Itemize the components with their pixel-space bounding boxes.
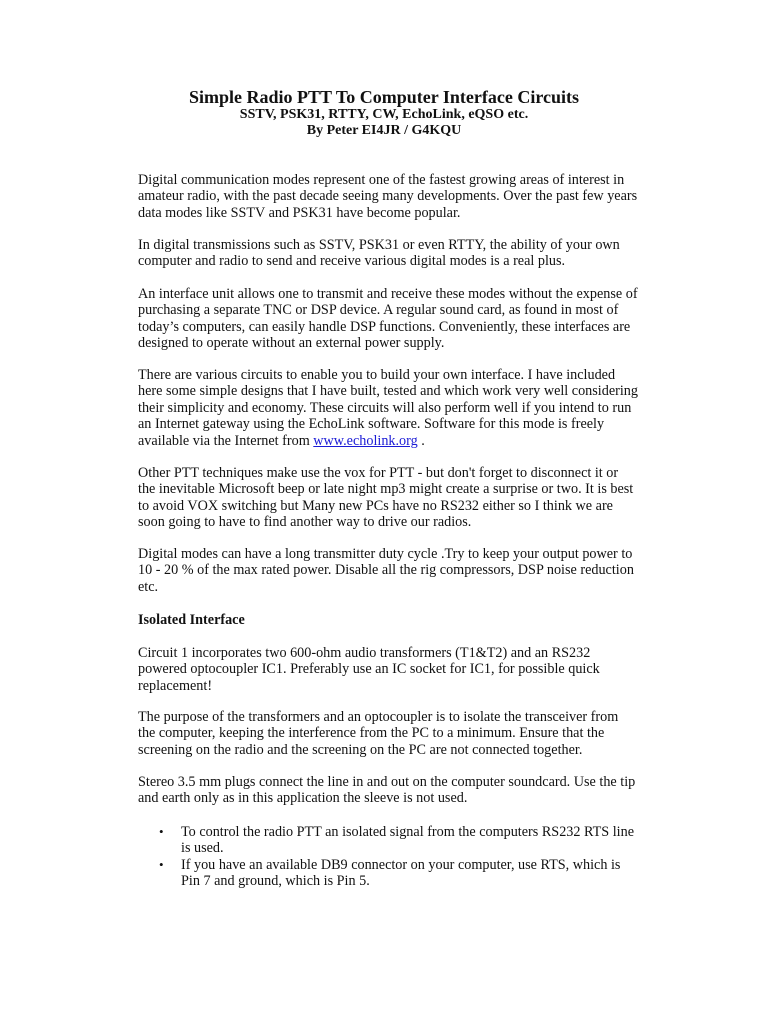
paragraph-transformers-purpose: The purpose of the transformers and an optocoupler is to isolate the transceiver from the computer, keeping the interference from the PC to a minimum. Ensure that the screening on the radio and the screening on the PC are not connected together. <box>138 709 619 758</box>
list-item <box>138 824 638 857</box>
list-item <box>138 857 638 890</box>
link-suffix: . <box>417 432 425 449</box>
document-subtitle: SSTV, PSK31, RTTY, CW, EchoLink, eQSO etc. <box>239 107 529 122</box>
list-item-text: If you have an available DB9 connector on your computer, use RTS, which is Pin 7 and ground, which is Pin 5. <box>181 856 621 890</box>
paragraph-duty-cycle: Digital modes can have a long transmitter duty cycle .Try to keep your output power to 10 - 20 % of the max rated power. Disable all the rig compressors, DSP noise reduction etc. <box>138 546 634 595</box>
paragraph-intro: Digital communication modes represent one of the fastest growing areas of interest in amateur radio, with the past decade seeing many developments. Over the past few years data modes like SSTV and PSK31 have become popular. <box>138 172 638 221</box>
document-author: By Peter EI4JR / G4KQU <box>306 123 462 138</box>
document-title: Simple Radio PTT To Computer Interface Circuits <box>188 87 579 107</box>
paragraph-various-circuits <box>138 367 638 449</box>
section-heading-isolated-interface: Isolated Interface <box>138 612 245 628</box>
paragraph-interface-unit: An interface unit allows one to transmit and receive these modes without the expense of purchasing a separate TNC or DSP device. A regular sound card, as found in most of today’s computers, can easily handle DSP functions. Conveniently, these interfaces are designed to operate without an external power supply. <box>138 286 638 352</box>
bullet-dot-icon: • <box>159 856 164 872</box>
paragraph-ptt-techniques: Other PTT techniques make use the vox for PTT - but don't forget to disconnect it or the inevitable Microsoft beep or late night mp3 might create a surprise or two. It is best to avoid VOX switching but Many new PCs have no RS232 either so I think we are soon going to have to find another way to drive our radios. <box>138 465 634 531</box>
paragraph-various-circuits-text: There are various circuits to enable you to build your own interface. I have included here some simple designs that I have built, tested and which work very well considering their simplicity and economy. These circuits will also perform well if you intend to run an Internet gateway using the EchoLink software. Software for this mode is freely available via the Internet from <box>138 367 638 449</box>
paragraph-circuit-1: Circuit 1 incorporates two 600-ohm audio transformers (T1&T2) and an RS232 powered optocoupler IC1. Preferably use an IC socket for IC1, for possible quick replacement! <box>138 645 600 694</box>
echolink-link[interactable]: www.echolink.org <box>313 432 418 449</box>
list-item-text: To control the radio PTT an isolated signal from the computers RS232 RTS line is used. <box>181 824 635 857</box>
bullet-list <box>138 824 638 890</box>
paragraph-stereo-plugs: Stereo 3.5 mm plugs connect the line in and out on the computer soundcard. Use the tip and earth only as in this application the sleeve is not used. <box>138 774 636 807</box>
paragraph-digital-transmissions: In digital transmissions such as SSTV, PSK31 or even RTTY, the ability of your own computer and radio to send and receive various digital modes is a real plus. <box>138 237 620 270</box>
bullet-dot-icon: • <box>159 824 164 839</box>
